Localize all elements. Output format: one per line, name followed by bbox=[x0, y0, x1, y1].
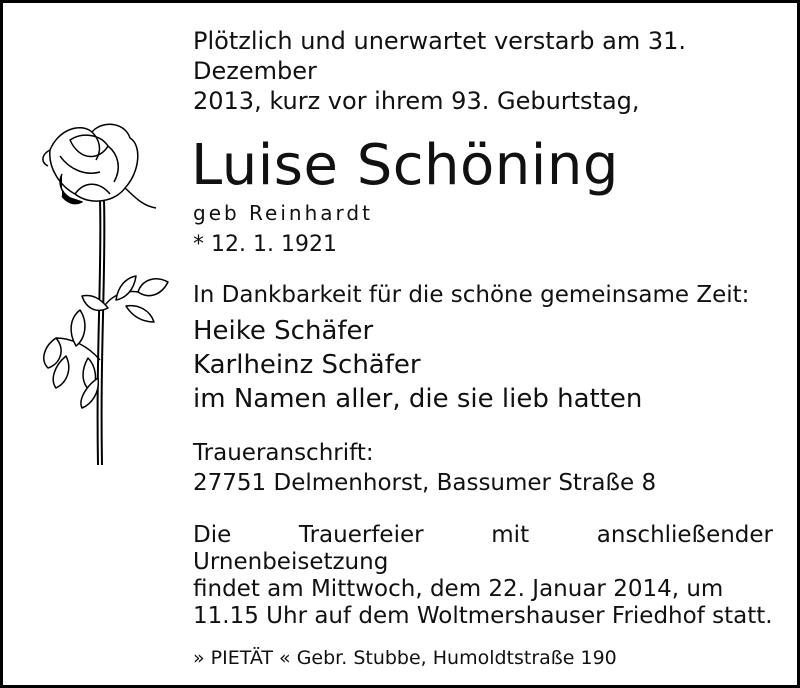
address-label: Traueranschrift: bbox=[193, 440, 374, 466]
mourners-list bbox=[193, 314, 773, 416]
intro-line-2: 2013, kurz vor ihrem 93. Geburtstag, bbox=[193, 87, 640, 115]
rose-icon bbox=[30, 110, 180, 480]
mourner-2: Karlheinz Schäfer bbox=[193, 350, 421, 380]
maiden-name: geb Reinhardt bbox=[193, 201, 373, 225]
undertaker-line: » PIETÄT « Gebr. Stubbe, Humoldtstraße 190 bbox=[193, 647, 617, 669]
mourner-3: im Namen aller, die sie lieb hatten bbox=[193, 384, 643, 414]
service-line-1: Die Trauerfeier mit anschließender Urnenbeisetzung bbox=[193, 522, 773, 575]
gratitude-line: In Dankbarkeit für die schöne gemeinsame Zeit: bbox=[193, 282, 750, 308]
deceased-name: Luise Schöning bbox=[191, 133, 619, 198]
service-line-2: findet am Mittwoch, dem 22. Januar 2014, um bbox=[193, 576, 724, 602]
birth-date: * 12. 1. 1921 bbox=[193, 232, 337, 257]
address-value: 27751 Delmenhorst, Bassumer Straße 8 bbox=[193, 470, 657, 496]
service-line-3: 11.15 Uhr auf dem Woltmershauser Friedhof statt. bbox=[193, 603, 773, 629]
notice-content bbox=[193, 26, 773, 670]
intro-line-1: Plötzlich und unerwartet verstarb am 31. Dezember bbox=[193, 27, 687, 85]
mourner-1: Heike Schäfer bbox=[193, 316, 374, 346]
